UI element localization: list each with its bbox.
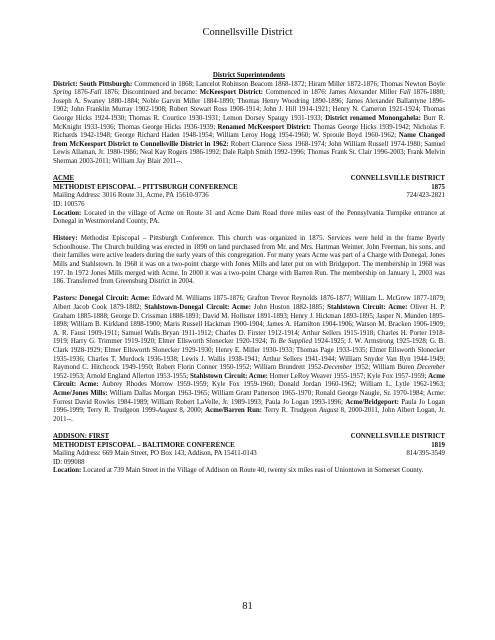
text-segment: Homer LeRoy Weaver 1955-1957; Kyle Fox 1957-1959; xyxy=(267,372,429,380)
text-segment: 1876; Discontinued and became: xyxy=(101,89,200,97)
page-number: 81 xyxy=(242,601,253,612)
bold-segment: Pastors: Donegal Circuit: Acme: xyxy=(53,295,150,303)
italic-segment: August xyxy=(157,407,178,415)
text-segment: 1952; William Buren xyxy=(351,364,417,372)
acme-history xyxy=(53,235,445,287)
italic-segment: Fall xyxy=(90,89,102,97)
phone-number: 814/395-3549 xyxy=(406,450,445,458)
location-label: Location: xyxy=(53,467,82,475)
italic-segment: December xyxy=(323,364,352,372)
superintendents-title: District Superintendents xyxy=(212,72,286,79)
page-content xyxy=(53,72,445,476)
mailing-address: Mailing Address: 669 Main Street, PO Box 143, Addison, PA 15411-0143 xyxy=(53,450,257,458)
bold-segment: Acme Circuit: Acme: xyxy=(53,372,445,389)
bold-segment: McKeesport District: xyxy=(199,89,264,97)
bold-segment: District renamed Monongahela: xyxy=(325,114,421,122)
text-segment: William Dallas Morgan 1963-1965; William Grant Patterson 1965-1970; Ronald George Naugle, Sr. 1970-1984; Acme: Forrest David Rowles 1984-1989; William Robert LaVelle, Jr. 1989-1993; Paula Jo Logan 1993-1996; xyxy=(53,389,445,406)
addison-mailing-row xyxy=(53,450,445,459)
superintendents-text xyxy=(53,81,445,167)
text-segment: Commenced in 1876: James Alexander Miller xyxy=(263,89,400,97)
location-text: Located in the village of Acme on Route 31 and Acme Dam Road three miles east of the Pennsylvania Turnpike entrance at Donegal in Westmoreland County, PA. xyxy=(53,209,445,226)
location-label: Location: xyxy=(53,209,82,217)
text-segment: Aubrey Rhodes Morrow 1959-1959; Kyle Fox 1959-1960; Donald Jordan 1960-1962; William L. Lytle 1962-1963; xyxy=(98,381,445,389)
acme-heading xyxy=(53,175,445,184)
bold-segment: Acme/Jones Mills: xyxy=(53,389,108,397)
text-segment: Robert Clarence Siess 1968-1974; John William Russell 1974-1980; Samuel Lewis Allaman, Jr. 1980-1986; Neal Kay Rogers 1986-1992; Dale Ralph Smith 1992-1996; Thomas Frank St. Clair 1996-2003; Frank Melvin Sherman 2003-2011; William Jay Blair 2011--. xyxy=(53,140,445,165)
conference-name: METHODIST EPISCOPAL – PITTSBURGH CONFERENCE xyxy=(53,183,238,191)
text-segment: John Huston 1882-1885; xyxy=(251,304,328,312)
text-segment: 8, 2000; xyxy=(177,407,206,415)
text-segment: 1952-1953; Arnold England Allerton 1953-1955; xyxy=(53,372,190,380)
acme-mailing-row xyxy=(53,192,445,201)
addison-heading xyxy=(53,433,445,442)
founding-year: 1819 xyxy=(431,441,445,449)
bold-segment: Stahlstown Circuit: Acme: xyxy=(189,372,268,380)
mailing-address: Mailing Address: 3016 Route 31, Acme, PA 15610-9736 xyxy=(53,192,209,200)
bold-segment: District: South Pittsburgh: xyxy=(53,80,133,88)
history-label: History: xyxy=(53,235,78,243)
district-name: CONNELLSVILLE DISTRICT xyxy=(350,432,445,440)
text-segment: Paula Jo Logan 1996-1999; Terry R. Trudgeon 1999- xyxy=(53,398,445,415)
acme-pastors xyxy=(53,295,445,424)
italic-segment: August xyxy=(319,407,339,415)
italic-segment: December xyxy=(416,364,446,372)
text-segment: Edward M. Williams 1875-1876; Grafton Trevor Reynolds 1876-1877; William L. McGrew 1877-1879; Albert Jacob Cook 1879-1882; xyxy=(53,295,445,312)
church-name: ACME xyxy=(53,175,75,183)
acme-conference-row xyxy=(53,184,445,193)
bold-segment: Renamed McKeesport District: xyxy=(217,123,312,131)
founding-year: 1875 xyxy=(431,183,445,191)
page-header: Connellsville District xyxy=(202,27,293,38)
acme-location xyxy=(53,210,445,227)
church-id: ID: 100576 xyxy=(53,200,85,208)
addison-conference-row xyxy=(53,442,445,451)
text-segment: 1876- xyxy=(71,89,91,97)
text-segment: Terry R. Trudgeon xyxy=(262,407,320,415)
church-name: ADDISON: FIRST xyxy=(53,432,110,440)
conference-name: METHODIST EPISCOPAL – BALTIMORE CONFERENCE xyxy=(53,441,235,449)
bold-segment: Stahlstown-Donegal Circuit: Acme: xyxy=(144,304,252,312)
italic-segment: To Be Supplied xyxy=(269,338,313,346)
church-id: ID: 099088 xyxy=(53,458,85,466)
text-segment: 1924-1925; J. W. Armstrong 1925-1928; G. B. Clark 1928-1929; Elmer Ellsworth Slonecker 1929-1930; Henry E. Miller 1930-1933; Thomas Page 1933-1935; Elmer Ellsworth Slonecker 1935-1936; Charles T. Murdock 1936-1938; Lewis J. Wallis 1938-1941; Arthur Sellers 1941-1944; William Snyder Van Ryn 1944-1949; Raymond C. Hitchcock 1949-1950; Robert Florin Conner 1950-1952; William Brundrett 1952- xyxy=(53,338,446,372)
italic-segment: Fall xyxy=(399,89,411,97)
text-segment: Oliver H. P. Graham 1885-1888; George D. Crissman 1888-1891; David M. Hollister 1891-1893; Henry J. Hickman 1893-1895; Jasper N. Munden 1895-1898; William B. Kirkland 1898-1900; Maris Russell Hackman 1900-1904; James A. Hamilton 1904-1906; Watson M. Bracken 1906-1909; A. R. Faust 1909-1911; Samuel Walls Bryan 1911-1912; Charles D. Firster 1912-1914; Arthur Sellers 1915-1918; Charles H. Porter 1918-1919; Harry G. Trimmer 1919-1920; Elmer Ellsworth Slonecker 1920-1924; xyxy=(53,304,446,346)
bold-segment: Stahlstown Circuit: Acme: xyxy=(327,304,408,312)
text-segment: 8, 2000-2011, John Albert Logan, Jr. 2011--. xyxy=(53,407,445,423)
district-name: CONNELLSVILLE DISTRICT xyxy=(350,175,445,183)
history-text: Methodist Episcopal – Pittsburgh Conference. This church was organized in 1875. Services were held in the frame Byerly Schoolhouse. The Church building was erected in 1890 on land purchased from Mr. and Mrs. Hartman Weimer. John Freeman, his sons, and their families were active leaders during the early years of this congregation. For many years Acme was part of a Charge with Donegal, Jones Mills and Stahlstown. In 1968 it was on a two-point charge with Jones Mills and later put on with Bridgeport. The membership in 1968 was 197. In 1972 Jones Mills merged with Acme. In 2000 it was a two-point Charge with Barren Run. The membership on January 1, 2003 was 186. Transferred from Greensburg District in 2004. xyxy=(53,235,445,286)
text-segment: Commenced in 1868; Lancelot Robinson Beacom 1868-1872; Hiram Miller 1872-1876; Thomas Newton Boyle xyxy=(132,80,445,88)
bold-segment: Acme/Bridgeport: xyxy=(345,398,399,406)
phone-number: 724/423-2821 xyxy=(406,192,445,200)
addison-location xyxy=(53,467,445,476)
text-segment: Thomas George Hicks 1939-1942; Nicholas F. Richards 1942-1948; George Richard Haden 1948-1954; William Leroy Hogg 1954-1960; W. Sproule Boyd 1960-1962; xyxy=(53,123,445,140)
bold-segment: Name Changed from McKeesport District to Connellsville District in 1962: xyxy=(53,132,445,148)
bold-segment: Acme/Barren Run: xyxy=(205,407,263,415)
location-text: Located at 739 Main Street in the Village of Addison on Route 40, twenty six miles east of Uniontown in Somerset County. xyxy=(81,467,424,475)
text-segment: 1876-1880; Joseph A. Swaney 1880-1884; Noble Garvin Miller 1884-1890; Thomas Henry Woodring 1890-1896; James Alexander Ballantyne 1896-1902; John Franklin Murray 1902-1908; Robert Stewart Ross 1908-1914; John J. Hill 1914-1921; Henry N. Cameron 1921-1924; Thomas George Hicks 1924-1930; Thomas R. Courtice 1930-1931; Lemon Dorsey Spaugy 1931-1933; xyxy=(53,89,445,122)
italic-segment: Spring xyxy=(53,89,72,97)
text-segment: Burr R. McKnight 1933-1936; Thomas George Hicks 1936-1939; xyxy=(53,114,445,131)
